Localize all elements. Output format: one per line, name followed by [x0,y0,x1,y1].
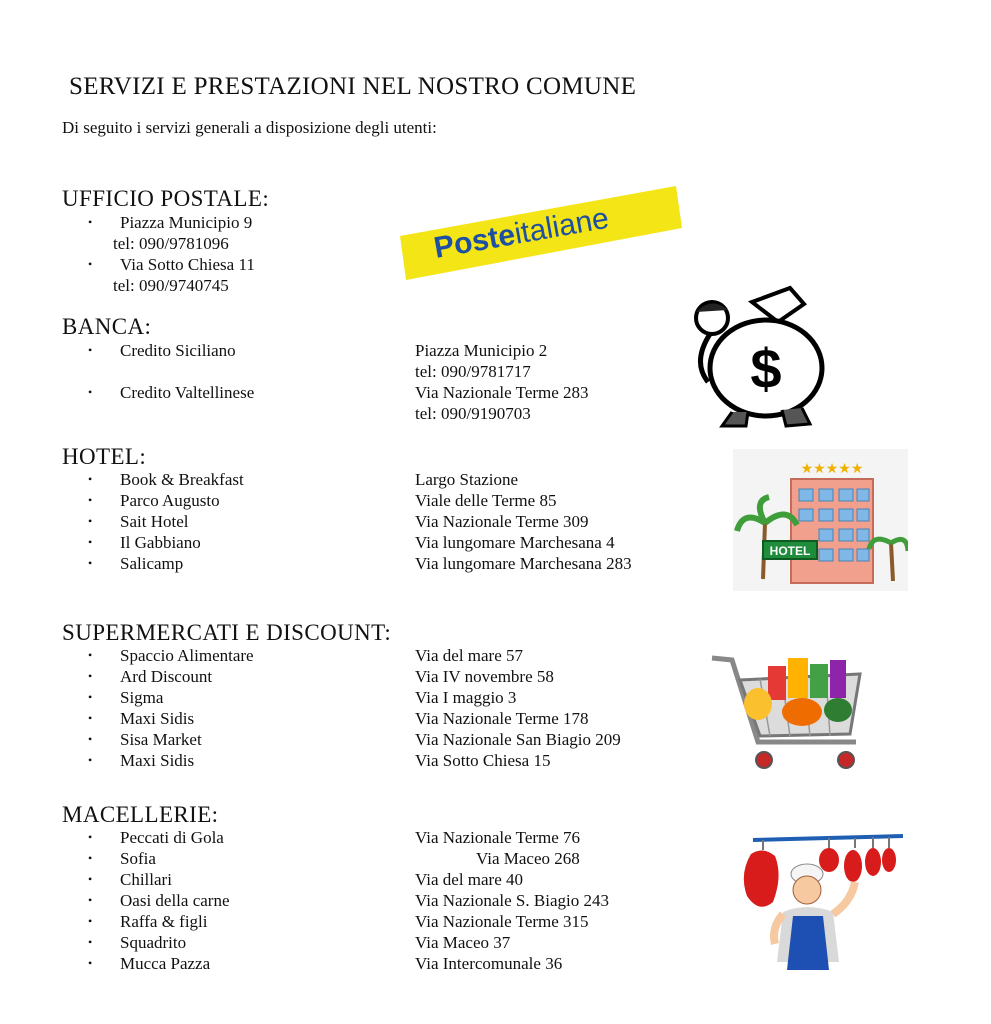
section-title-supermarkets: SUPERMERCATI E DISCOUNT: [62,620,392,645]
svg-text:★★★★★: ★★★★★ [800,461,864,477]
hotel-sign-text: HOTEL [769,544,811,558]
section-title-postal: UFFICIO POSTALE: [62,186,270,211]
store-address: Via I maggio 3 [415,688,517,707]
butcher-address: Via Nazionale Terme 315 [415,912,589,931]
butcher-name: Chillari [120,870,172,889]
bank-address: Piazza Municipio 2 [415,341,548,360]
bank-address: Via Nazionale Terme 283 [415,383,589,402]
bullet: • [88,690,93,704]
bullet: • [88,535,93,549]
bullet: • [88,732,93,746]
store-address: Via IV novembre 58 [415,667,554,686]
shopping-cart-icon [710,652,870,770]
butcher-name: Raffa & figli [120,912,208,931]
postal-address: Piazza Municipio 9 [120,213,253,232]
bullet: • [88,851,93,865]
hotel-address: Via lungomare Marchesana 4 [415,533,615,552]
bullet: • [88,514,93,528]
hotel-icon [733,449,908,591]
bullet: • [88,648,93,662]
bullet: • [88,914,93,928]
butcher-address: Via Intercomunale 36 [415,954,563,973]
svg-text:$: $ [750,337,782,400]
bank-phone: tel: 090/9190703 [415,404,531,423]
poste-logo-bold: Poste [431,218,518,265]
bullet: • [88,669,93,683]
bullet: • [88,215,93,229]
page-title: SERVIZI E PRESTAZIONI NEL NOSTRO COMUNE [69,73,637,100]
store-address: Via Nazionale Terme 178 [415,709,589,728]
bank-phone: tel: 090/9781717 [415,362,531,381]
bullet: • [88,872,93,886]
butcher-address: Via del mare 40 [415,870,524,889]
money-bag-icon [682,282,836,430]
butcher-address: Via Maceo 37 [415,933,511,952]
hotel-name: Parco Augusto [120,491,220,510]
store-name: Maxi Sidis [120,751,195,770]
store-name: Maxi Sidis [120,709,195,728]
store-name: Ard Discount [120,667,213,686]
store-name: Sisa Market [120,730,202,749]
bullet: • [88,343,93,357]
butcher-address: Via Maceo 268 [476,849,580,868]
section-title-hotel: HOTEL: [62,444,147,469]
store-address: Via del mare 57 [415,646,524,665]
hotel-address: Via lungomare Marchesana 283 [415,554,632,573]
bullet: • [88,935,93,949]
butcher-name: Oasi della carne [120,891,230,910]
butcher-name: Squadrito [120,933,187,952]
bullet: • [88,830,93,844]
postal-address: Via Sotto Chiesa 11 [120,255,255,274]
bullet: • [88,893,93,907]
bullet: • [88,556,93,570]
hotel-name: Sait Hotel [120,512,189,531]
store-address: Via Nazionale San Biagio 209 [415,730,621,749]
hotel-address: Largo Stazione [415,470,519,489]
store-name: Sigma [120,688,164,707]
section-title-bank: BANCA: [62,314,152,339]
butcher-icon [737,832,907,974]
postal-phone: tel: 090/9740745 [113,276,229,295]
intro-text: Di seguito i servizi generali a disposizione degli utenti: [62,118,437,137]
store-name: Spaccio Alimentare [120,646,254,665]
store-address: Via Sotto Chiesa 15 [415,751,551,770]
hotel-name: Il Gabbiano [120,533,201,552]
bullet: • [88,493,93,507]
bullet: • [88,711,93,725]
bullet: • [88,257,93,271]
postal-phone: tel: 090/9781096 [113,234,229,253]
bank-name: Credito Siciliano [120,341,236,360]
butcher-address: Via Nazionale Terme 76 [415,828,581,847]
hotel-address: Via Nazionale Terme 309 [415,512,589,531]
bank-name: Credito Valtellinese [120,383,255,402]
poste-logo-light: italiane [511,201,612,251]
hotel-name: Salicamp [120,554,184,573]
bullet: • [88,753,93,767]
bullet: • [88,956,93,970]
butcher-name: Peccati di Gola [120,828,224,847]
bullet: • [88,385,93,399]
hotel-address: Viale delle Terme 85 [415,491,557,510]
section-title-butchers: MACELLERIE: [62,802,219,827]
poste-logo [398,184,684,284]
hotel-name: Book & Breakfast [120,470,244,489]
butcher-name: Mucca Pazza [120,954,211,973]
bullet: • [88,472,93,486]
butcher-name: Sofia [120,849,156,868]
butcher-address: Via Nazionale S. Biagio 243 [415,891,609,910]
